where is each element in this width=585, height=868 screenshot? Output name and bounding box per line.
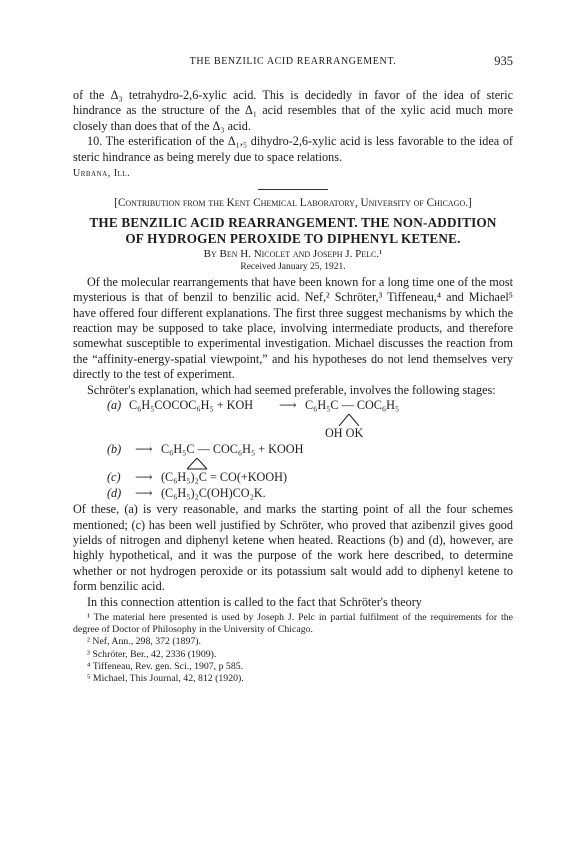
equation-a-bonds bbox=[73, 414, 513, 426]
contribution-note: [Contribution from the Kent Chemical Laboratory, University of Chicago.] bbox=[114, 197, 472, 210]
page-body bbox=[73, 88, 513, 685]
footnote-3: ³ Schröter, Ber., 42, 2336 (1909). bbox=[87, 648, 217, 660]
footnote-5: ⁵ Michael, This Journal, 42, 812 (1920). bbox=[87, 672, 244, 684]
footnotes bbox=[73, 612, 513, 685]
reaction-arrow: ⟶ bbox=[135, 442, 153, 457]
equation-a-label: (a) bbox=[107, 398, 122, 413]
prev-article-paragraph-1: of the Δ₃ tetrahydro-2,6-xylic acid. This is decidedly in favor of the idea of steric hindrance as the structure of the Δ₁ acid resembles that of the xylic acid much more closely than does that of the Δ₃ acid. bbox=[73, 88, 513, 133]
equation-a-substituent-text: OH OK bbox=[325, 426, 364, 441]
equation-a-reactants: C₆H₅COCOC₆H₅ + KOH bbox=[129, 398, 254, 413]
reaction-arrow: ⟶ bbox=[279, 398, 297, 413]
footnote-2: ² Nef, Ann., 298, 372 (1897). bbox=[87, 636, 201, 648]
equation-a-substituents bbox=[73, 426, 513, 442]
epoxide-ring bbox=[183, 458, 211, 470]
page-number: 935 bbox=[494, 54, 513, 68]
equation-c-label: (c) bbox=[107, 470, 121, 485]
equation-b-ring bbox=[73, 458, 513, 470]
page-header bbox=[73, 54, 513, 70]
equation-c-text: (C₆H₅)₂C = CO(+KOOH) bbox=[161, 470, 288, 485]
reaction-arrow: ⟶ bbox=[135, 486, 153, 501]
reaction-arrow: ⟶ bbox=[135, 470, 153, 485]
bond-lines bbox=[335, 414, 363, 426]
footnote-4: ⁴ Tiffeneau, Rev. gen. Sci., 1907, p 585. bbox=[87, 660, 244, 672]
equation-b-text: C₆H₅C — COC₆H₅ + KOOH bbox=[161, 442, 304, 457]
article-paragraph-3: Of these, (a) is very reasonable, and marks the starting point of all the four schemes mentioned; (c) has been well justified by Schröter, who proved that azibenzil gives good yields of nitrogen and diphenyl ketene when heated. Reactions (b) and (d), however, are highly hypothetical, and it was the purpose of the work here described, to determine whether or not hydrogen peroxide or its potassium salt would add to diphenyl ketene to form benzilic acid. bbox=[73, 502, 513, 594]
prev-article-paragraph-2: 10. The esterification of the Δ₁,₅ dihydro-2,6-xylic acid is less favorable to the idea of steric hindrance as being merely due to space relations. bbox=[73, 134, 513, 164]
equation-d bbox=[73, 486, 513, 502]
running-head: THE BENZILIC ACID REARRANGEMENT. bbox=[189, 56, 397, 67]
equation-b bbox=[73, 442, 513, 458]
equation-c bbox=[73, 470, 513, 486]
article-paragraph-1: Of the molecular rearrangements that have been known for a long time one of the most mysterious is that of benzil to benzilic acid. Nef,² Schröter,³ Tiffeneau,⁴ and Michael⁵ have offered four different explanations. The first three suggest mechanisms by which the reaction may be supposed to take place, involving intermediate products, and therefore somewhat susceptible to experimental investigation. Michael discusses the reaction from the “affinity-energy-spatial viewpoint,” and his hypotheses do not lend themselves very directly to the test of experiment. bbox=[73, 274, 513, 382]
article-paragraph-2: Schröter's explanation, which had seemed preferable, involves the following stages: bbox=[87, 382, 496, 397]
equation-a-product: C₆H₅C — COC₆H₅ bbox=[305, 398, 400, 413]
article-title-line-2: OF HYDROGEN PEROXIDE TO DIPHENYL KETENE. bbox=[125, 230, 461, 246]
equation-d-label: (d) bbox=[107, 486, 122, 501]
equation-a bbox=[73, 398, 513, 414]
section-divider bbox=[258, 189, 328, 190]
received-date: Received January 25, 1921. bbox=[240, 261, 346, 272]
article-byline: By Ben H. Nicolet and Joseph J. Pelc.¹ bbox=[203, 247, 383, 260]
article-paragraph-4: In this connection attention is called to the fact that Schröter's theory bbox=[87, 594, 422, 609]
equation-d-text: (C₆H₅)₂C(OH)CO₂K. bbox=[161, 486, 266, 501]
footnote-1: ¹ The material here presented is used by Joseph J. Pelc in partial fulfilment of the requirements for the degree of Doctor of Philosophy in the University of Chicago. bbox=[73, 611, 513, 636]
equation-b-label: (b) bbox=[107, 442, 122, 457]
prev-article-location: Urbana, Ill. bbox=[73, 168, 131, 180]
article-title-line-1: THE BENZILIC ACID REARRANGEMENT. THE NON-ADDITION bbox=[89, 214, 497, 230]
